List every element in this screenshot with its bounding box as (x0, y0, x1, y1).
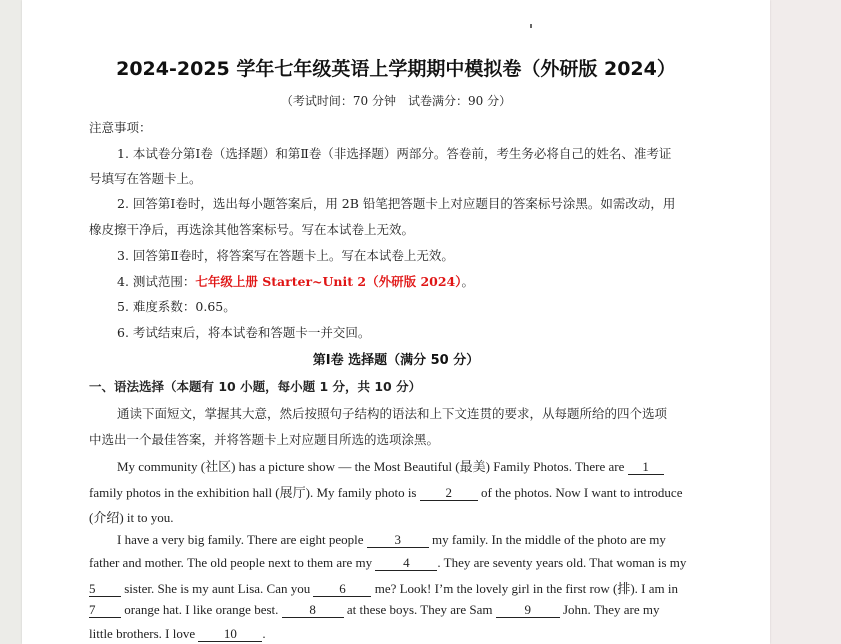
answer-blank-1: 1 (628, 460, 664, 475)
page-mark (530, 24, 532, 28)
passage-text: my family. In the middle of the photo are my (432, 532, 666, 547)
page-title: 2024-2025 学年七年级英语上学期期中模拟卷（外研版 2024） (116, 58, 676, 80)
answer-blank-6: 6 (313, 582, 371, 597)
passage-text: . (262, 626, 266, 641)
document-page (22, 0, 770, 644)
section-title: 第Ⅰ卷 选择题（满分 50 分） (312, 353, 480, 368)
passage-text: orange hat. I like orange best. (124, 602, 279, 617)
note-5: 5. 难度系数：0.65。 (117, 299, 236, 314)
passage-text: I have a very big family. There are eight people (117, 532, 364, 547)
note-3: 3. 回答第Ⅱ卷时，将答案写在答题卡上。写在本试卷上无效。 (117, 248, 454, 263)
note-4 (117, 272, 474, 290)
passage-text: sister. She is my aunt Lisa. Can you (124, 581, 311, 596)
passage-line-6 (89, 578, 678, 597)
note-4-prefix: 4. 测试范围： (117, 274, 196, 289)
passage-line-5 (89, 555, 686, 571)
passage-line-4 (117, 532, 666, 548)
answer-blank-7: 7 (89, 603, 121, 618)
passage-text: me? Look! I’m the lovely girl in the first row (排). I am in (374, 581, 678, 596)
part-1-instruction-line-2: 中选出一个最佳答案，并将答题卡上对应题目所选的选项涂黑。 (89, 432, 440, 447)
passage-text: John. They are my (563, 602, 660, 617)
passage-line-3: (介绍) it to you. (89, 510, 174, 525)
test-scope: 七年级上册 Starter~Unit 2（外研版 2024） (195, 274, 462, 289)
passage-line-2 (89, 482, 682, 501)
left-margin (0, 0, 22, 644)
passage-line-7 (89, 602, 660, 618)
passage-text: at these boys. They are Sam (346, 602, 493, 617)
notes-heading: 注意事项： (89, 120, 152, 135)
passage-line-1 (117, 456, 664, 475)
passage-text: family photos in the exhibition hall (展厅). My family photo is (89, 485, 417, 500)
part-1-heading: 一、语法选择（本题有 10 小题，每小题 1 分，共 10 分） (89, 379, 422, 394)
answer-blank-8: 8 (282, 603, 344, 618)
note-2-line-1: 2. 回答第Ⅰ卷时，选出每小题答案后，用 2B 铅笔把答题卡上对应题目的答案标号涂黑。如需改动，用 (117, 196, 676, 211)
note-1-line-1: 1. 本试卷分第Ⅰ卷（选择题）和第Ⅱ卷（非选择题）两部分。答卷前，考生务必将自己的姓名、准考证 (117, 146, 672, 161)
answer-blank-2: 2 (420, 486, 478, 501)
answer-blank-5: 5 (89, 582, 121, 597)
note-4-suffix: 。 (461, 274, 474, 289)
answer-blank-3: 3 (367, 533, 429, 548)
exam-info: （考试时间：70 分钟 试卷满分：90 分） (280, 94, 512, 108)
answer-blank-10: 10 (198, 627, 262, 642)
note-1-line-2: 号填写在答题卡上。 (89, 171, 202, 186)
answer-blank-9: 9 (496, 603, 560, 618)
right-margin (770, 0, 841, 644)
note-2-line-2: 橡皮擦干净后，再选涂其他答案标号。写在本试卷上无效。 (89, 222, 415, 237)
passage-text: father and mother. The old people next to them are my (89, 555, 373, 570)
passage-text: of the photos. Now I want to introduce (481, 485, 683, 500)
passage-text: . They are seventy years old. That woman is my (437, 555, 687, 570)
passage-text: little brothers. I love (89, 626, 196, 641)
passage-line-8 (89, 626, 266, 642)
part-1-instruction-line-1: 通读下面短文，掌握其大意，然后按照句子结构的语法和上下文连贯的要求，从每题所给的四个选项 (117, 406, 668, 421)
answer-blank-4: 4 (375, 556, 437, 571)
note-6: 6. 考试结束后，将本试卷和答题卡一并交回。 (117, 325, 371, 340)
passage-text: My community (社区) has a picture show — the Most Beautiful (最美) Family Photos. There are (117, 459, 625, 474)
